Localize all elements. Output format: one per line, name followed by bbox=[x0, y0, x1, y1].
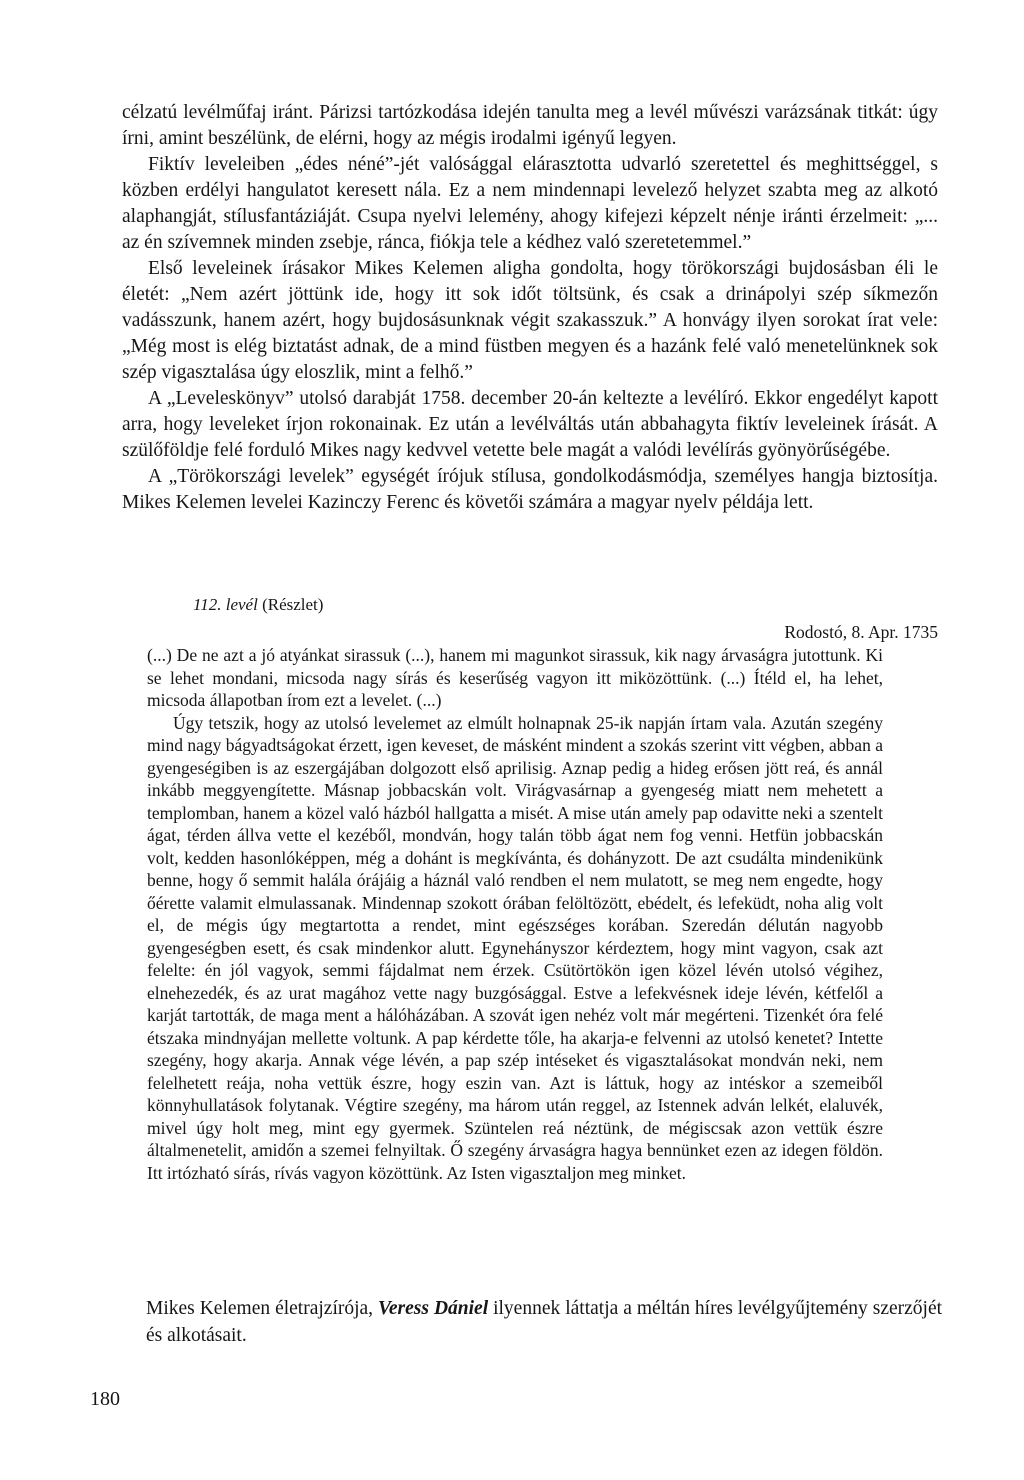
paragraph: Első leveleinek írásakor Mikes Kelemen aligha gondolta, hogy törökországi bujdosásban éli le életét: „Nem azért jöttünk ide, hogy itt sok időt töltsünk, és csak a drinápolyi szép síkmezőn vadásszunk, hanem azért, hogy bujdosásunknak végit szakasszuk.” A honvágy ilyen sorokat írat vele: „Még most is elég biztatást adnak, de a mind füstben megyen és a hazánk felé való menetelünknek sok szép vigasztalása úgy eloszlik, mint a felhő.” bbox=[122, 258, 938, 383]
letter-number: 112. levél bbox=[193, 595, 258, 614]
paragraph: célzatú levélműfaj iránt. Párizsi tartózkodása idején tanulta meg a levél művészi varázsának titkát: úgy írni, amint beszélünk, de elérni, hogy az mégis irodalmi igényű legyen. bbox=[122, 102, 938, 149]
body-text bbox=[122, 100, 938, 516]
closing-text-start: Mikes Kelemen életrajzírója, bbox=[146, 1298, 379, 1319]
paragraph: A „Leveleskönyv” utolsó darabját 1758. december 20-án keltezte a levélíró. Ekkor engedélyt kapott arra, hogy leveleket írjon rokonainak. Ez után a levélváltás után abbahagyta fiktív leveleinek írását. A szülőföldje felé forduló Mikes nagy kedvvel vetette bele magát a valódi levélírás gyönyörűségébe. bbox=[122, 388, 938, 461]
letter-paragraph: (...) De ne azt a jó atyánkat sirassuk (...), hanem mi magunkot sirassuk, kik nagy árvaságra jutottunk. Ki se lehet mondani, micsoda nagy sírás és keserűség vagyon itt miközöttünk. (...) Ítéld el, ha lehet, micsoda állapotban írom ezt a levelet. (...) bbox=[147, 645, 883, 710]
letter-paragraph: Úgy tetszik, hogy az utolsó levelemet az elmúlt holnapnak 25-ik napján írtam vala. Azután szegény mind nagy bágyadtságokat érzett, igen keveset, de másként mindent a szokás szerint vitt végben, abban a gyengeségiben is az eszergájában dolgozott első aprilisig. Aznap pedig a hideg erősen jött reá, és annál inkább meggyengítette. Másnap jobbacskán volt. Virágvasárnap a gyengeség miatt nem mehetett a templomban, hanem a közel való házból hallgatta a misét. A mise után amely pap odavitte neki a szentelt ágat, térden állva vette el kezéből, mondván, hogy talán több ágat nem fog venni. Hetfün jobbacskán volt, kedden hasonlóképpen, még a dohánt is megkívánta, és dohányzott. De azt csudálta mindenikünk benne, hogy ő semmit halála órájáig a háznál való rendben el nem mulatott, se meg nem engedte, hogy őérette valamit elmulassanak. Mindennap szokott órában felöltözött, ebédelt, és lefeküdt, noha alig volt el, de mégis úgy megtartotta a rendet, mint egészséges korában. Szeredán délután nagyobb gyengeségben esett, és csak mindenkor alutt. Egynehányszor kérdeztem, hogy mint vagyon, csak azt felelte: én jól vagyok, semmi fájdalmat nem érzek. Csütörtökön igen közel lévén utolsó végihez, elnehezedék, és az urat magához vette nagy buzgósággal. Estve a lefekvésnek ideje lévén, kétfelől a karját tartották, de maga ment a hálóházában. A szovát igen nehéz volt már megérteni. Tizenkét óra felé étszaka mindnyájan mellette voltunk. A pap kérdette tőle, ha akarja-e felvenni az utolsó kenetet? Intette szegény, hogy akarja. Annak vége lévén, a pap szép intéseket és vigasztalásokat mondván neki, nem felelhetett reája, noha vettük észre, hogy eszin van. Azt is láttuk, hogy az intéskor a szemeiből könnyhullatások folytanak. Végtire szegény, ma három után reggel, az Istennek adván lelkét, elaluvék, mivel úgy holt meg, mint egy gyermek. Szüntelen reá néztünk, de mégiscsak azon vettük észre általmenetelit, amidőn a szemei felnyiltak. Ő szegény árvaságra hagya bennünket ezen az idegen földön. Itt irtózható sírás, rívás vagyon közöttünk. Az Isten vigasztaljon meg minket. bbox=[147, 712, 883, 1183]
paragraph: A „Törökországi levelek” egységét írójuk stílusa, gondolkodásmódja, személyes hangja biztosítja. Mikes Kelemen levelei Kazinczy Ferenc és követői számára a magyar nyelv példája lett. bbox=[122, 466, 938, 513]
author-name: Veress Dániel bbox=[378, 1298, 489, 1319]
paragraph: Fiktív leveleiben „édes néné”-jét valósággal elárasztotta udvarló szeretettel és meghittséggel, s közben erdélyi hangulatot keresett nála. Ez a nem mindennapi levelező helyzet szabta meg az alkotó alaphangját, stílusfantáziáját. Csupa nyelvi lelemény, ahogy kifejezi képzelt nénje iránti érzelmeit: „... az én szívemnek minden zsebje, ránca, fiókja tele a kédhez való szeretetemmel.” bbox=[122, 154, 938, 253]
letter-subtitle: (Részlet) bbox=[262, 595, 324, 614]
letter-heading bbox=[193, 594, 323, 616]
letter-excerpt bbox=[147, 644, 883, 1184]
letter-dateline: Rodostó, 8. Apr. 1735 bbox=[784, 622, 938, 642]
closing-paragraph bbox=[146, 1295, 942, 1349]
closing-text-end: ilyennek láttatja a méltán híres levélgyűjtemény szerzőjét és alkotásait. bbox=[146, 1298, 943, 1346]
page-number: 180 bbox=[90, 1388, 120, 1410]
